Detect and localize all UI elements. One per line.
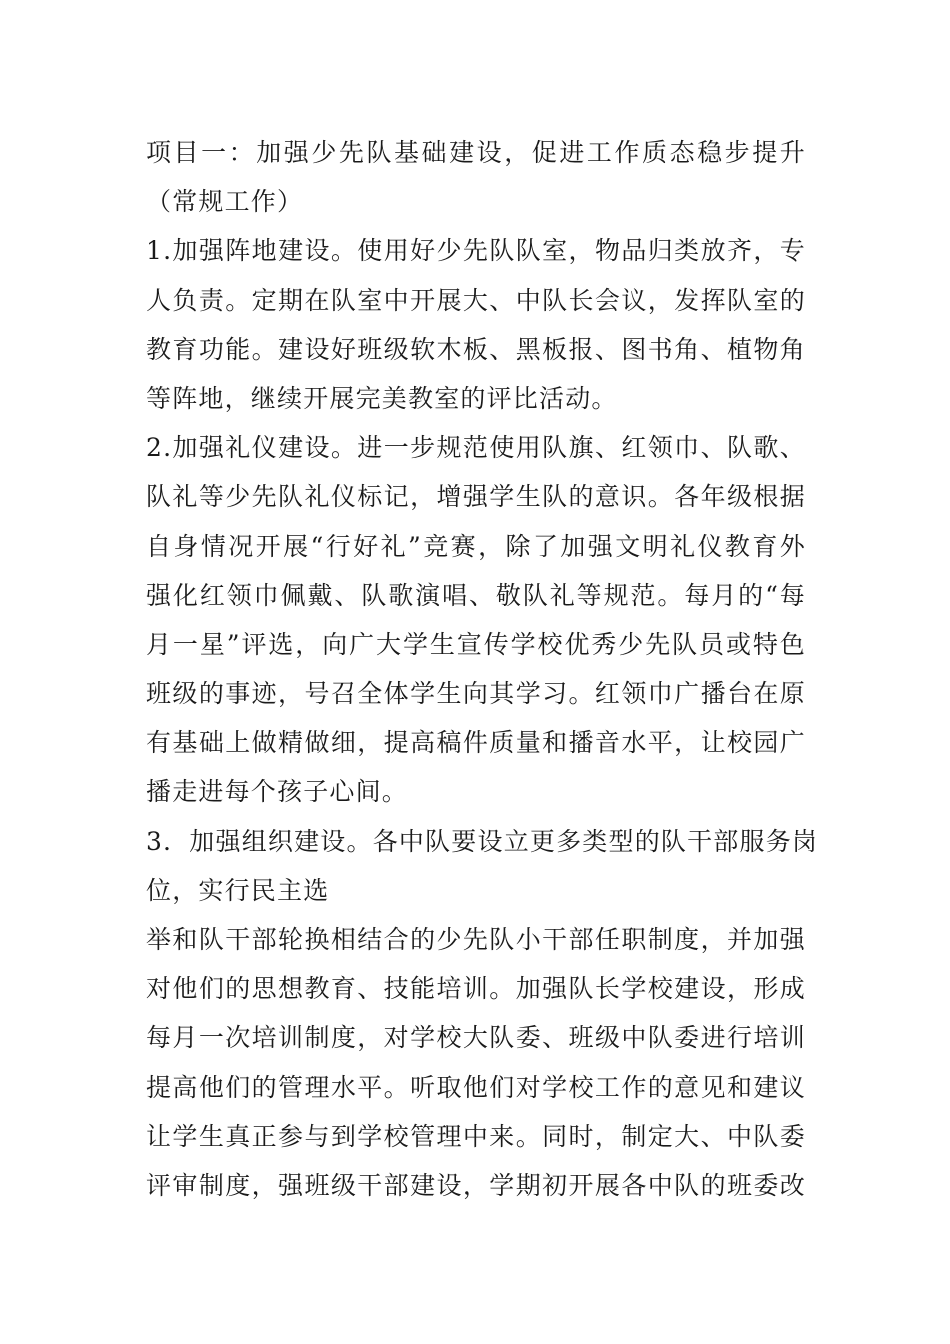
text-line: 班级的事迹，号召全体学生向其学习。红领巾广播台在原 <box>146 679 806 709</box>
text-line: 举和队干部轮换相结合的少先队小干部任职制度，并加强 <box>146 925 806 954</box>
text-line: 每月一次培训制度，对学校大队委、班级中队委进行培训 <box>146 1023 806 1053</box>
text-line: 评审制度，强班级干部建设，学期初开展各中队的班委改 <box>146 1170 806 1200</box>
text-line: 1.加强阵地建设。使用好少先队队室，物品归类放齐，专 <box>146 236 806 266</box>
text-line: 强化红领巾佩戴、队歌演唱、敬队礼等规范。每月的“每 <box>146 580 806 610</box>
text-line: 项目一：加强少先队基础建设，促进工作质态稳步提升 <box>146 138 806 167</box>
text-line: 队礼等少先队礼仪标记，增强学生队的意识。各年级根据 <box>146 482 806 512</box>
text-line: 人负责。定期在队室中开展大、中队长会议，发挥队室的 <box>146 285 806 315</box>
text-line: 自身情况开展“行好礼”竞赛，除了加强文明礼仪教育外 <box>146 531 806 561</box>
document-body <box>146 128 819 1210</box>
text-line: （常规工作） <box>146 187 304 217</box>
text-line: 3．加强组织建设。各中队要设立更多类型的队干部服务岗 <box>146 826 819 856</box>
text-line: 播走进每个孩子心间。 <box>146 777 409 807</box>
text-line: 有基础上做精做细，提高稿件质量和播音水平，让校园广 <box>146 728 806 758</box>
text-line: 位，实行民主选 <box>146 875 330 905</box>
text-line: 对他们的思想教育、技能培训。加强队长学校建设，形成 <box>146 974 806 1004</box>
text-line: 2.加强礼仪建设。进一步规范使用队旗、红领巾、队歌、 <box>146 433 806 463</box>
text-line: 等阵地，继续开展完美教室的评比活动。 <box>146 383 618 413</box>
text-line: 月一星”评选，向广大学生宣传学校优秀少先队员或特色 <box>146 629 806 659</box>
text-line: 教育功能。建设好班级软木板、黑板报、图书角、植物角 <box>146 334 806 364</box>
text-line: 让学生真正参与到学校管理中来。同时，制定大、中队委 <box>146 1121 806 1151</box>
text-line: 提高他们的管理水平。听取他们对学校工作的意见和建议 <box>146 1072 806 1102</box>
